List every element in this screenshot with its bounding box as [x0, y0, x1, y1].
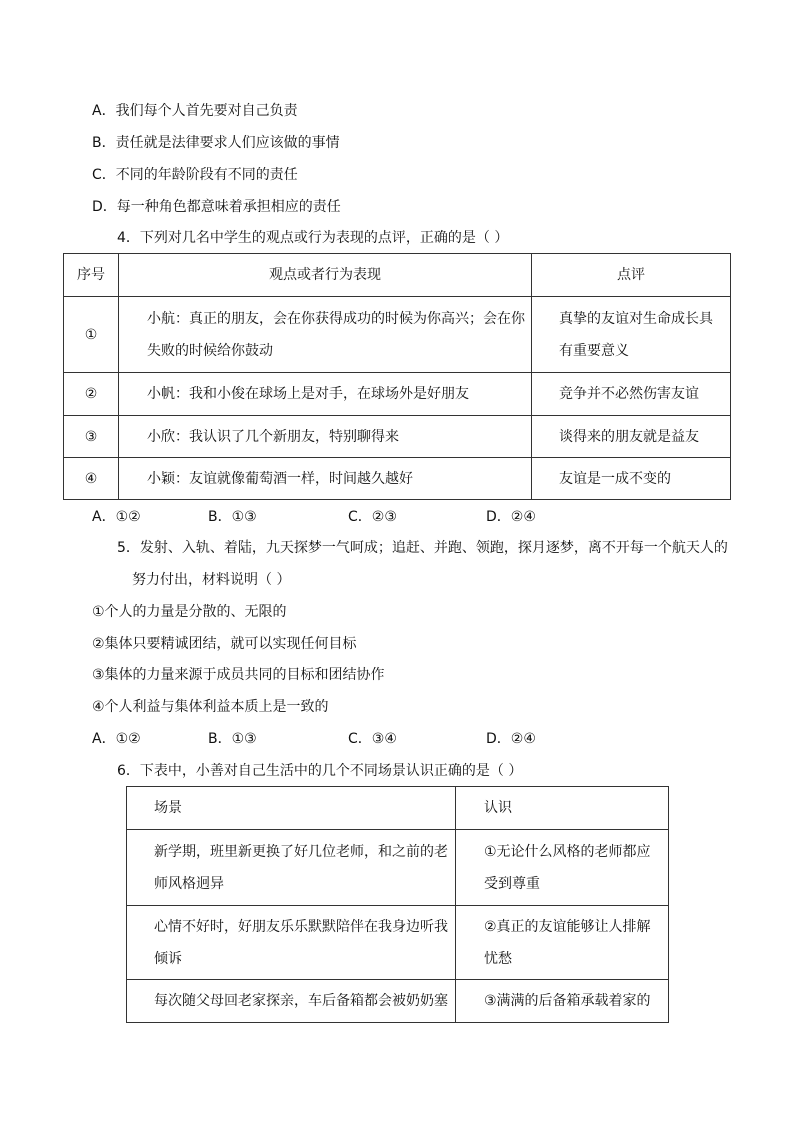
- comment-line: 真挚的友谊对生命成长具: [559, 310, 713, 327]
- q5-statement-4: ④个人利益与集体利益本质上是一致的: [92, 699, 329, 715]
- row-index: ③: [64, 416, 119, 458]
- q4-option-d: D．②④: [486, 509, 536, 525]
- scene-line: 新学期，班里新更换了好几位老师，和之前的老: [154, 843, 448, 860]
- row-view: 小颖：友谊就像葡萄酒一样，时间越久越好: [119, 458, 532, 500]
- row-understanding: [456, 906, 669, 980]
- row-view: [119, 297, 532, 373]
- row-understanding: ③满满的后备箱承载着家的: [456, 980, 669, 1023]
- header-comment: 点评: [532, 254, 731, 297]
- row-scene: [127, 830, 456, 906]
- q5-option-d: D．②④: [486, 731, 536, 747]
- table-row: [64, 297, 731, 373]
- q4-option-c: C．②③: [348, 509, 397, 525]
- scene-line: 师风格迥异: [154, 875, 224, 892]
- q3-option-c: C．不同的年龄阶段有不同的责任: [92, 167, 298, 183]
- q5-stem-cont: 努力付出，材料说明（ ）: [132, 572, 291, 588]
- row-comment: 竞争并不必然伤害友谊: [532, 373, 731, 416]
- understanding-line: 受到尊重: [484, 875, 540, 892]
- q3-option-d: D．每一种角色都意味着承担相应的责任: [92, 199, 341, 215]
- view-line: 小航：真正的朋友，会在你获得成功的时候为你高兴；会在你: [147, 310, 525, 327]
- row-index: ①: [64, 297, 119, 373]
- q4-table: [63, 253, 731, 500]
- q5-statement-3: ③集体的力量来源于成员共同的目标和团结协作: [92, 667, 385, 683]
- row-comment: 友谊是一成不变的: [532, 458, 731, 500]
- row-view: 小帆：我和小俊在球场上是对手，在球场外是好朋友: [119, 373, 532, 416]
- q5-stem: 5．发射、入轨、着陆，九天探梦一气呵成；追赶、并跑、领跑，探月逐梦，离不开每一个航天人的: [117, 540, 728, 556]
- row-comment: [532, 297, 731, 373]
- row-comment: 谈得来的朋友就是益友: [532, 416, 731, 458]
- row-understanding: [456, 830, 669, 906]
- q3-option-a: A．我们每个人首先要对自己负责: [92, 103, 298, 119]
- comment-line: 有重要意义: [559, 342, 629, 359]
- q6-table: [126, 786, 669, 1023]
- q5-statement-1: ①个人的力量是分散的、无限的: [92, 604, 287, 620]
- q4-option-a: A．①②: [92, 509, 141, 525]
- q5-statement-2: ②集体只要精诚团结，就可以实现任何目标: [92, 636, 357, 652]
- table-row: [64, 373, 731, 416]
- header-scene: 场景: [127, 787, 456, 830]
- q6-stem: 6．下表中，小善对自己生活中的几个不同场景认识正确的是（ ）: [117, 763, 523, 779]
- row-index: ④: [64, 458, 119, 500]
- q3-option-b: B．责任就是法律要求人们应该做的事情: [92, 135, 340, 151]
- table-row: [64, 458, 731, 500]
- q4-stem: 4．下列对几名中学生的观点或行为表现的点评，正确的是（ ）: [117, 230, 509, 246]
- header-index: 序号: [64, 254, 119, 297]
- view-line: 失败的时候给你鼓动: [147, 342, 273, 359]
- scene-line: 倾诉: [154, 950, 182, 967]
- scene-line: 心情不好时，好朋友乐乐默默陪伴在我身边听我: [154, 918, 448, 935]
- table-row: [64, 416, 731, 458]
- row-scene: 每次随父母回老家探亲，车后备箱都会被奶奶塞: [127, 980, 456, 1023]
- row-scene: [127, 906, 456, 980]
- table-row: [127, 906, 669, 980]
- q4-option-b: B．①③: [208, 509, 257, 525]
- q5-option-b: B．①③: [208, 731, 257, 747]
- table-header-row: [127, 787, 669, 830]
- header-understanding: 认识: [456, 787, 669, 830]
- understanding-line: ②真正的友谊能够让人排解: [484, 918, 651, 935]
- table-row: [127, 830, 669, 906]
- table-row: [127, 980, 669, 1023]
- row-view: 小欣：我认识了几个新朋友，特别聊得来: [119, 416, 532, 458]
- understanding-line: 忧愁: [484, 950, 512, 967]
- q5-option-a: A．①②: [92, 731, 141, 747]
- header-view: 观点或者行为表现: [119, 254, 532, 297]
- table-header-row: [64, 254, 731, 297]
- q5-option-c: C．③④: [348, 731, 397, 747]
- row-index: ②: [64, 373, 119, 416]
- understanding-line: ①无论什么风格的老师都应: [484, 843, 651, 860]
